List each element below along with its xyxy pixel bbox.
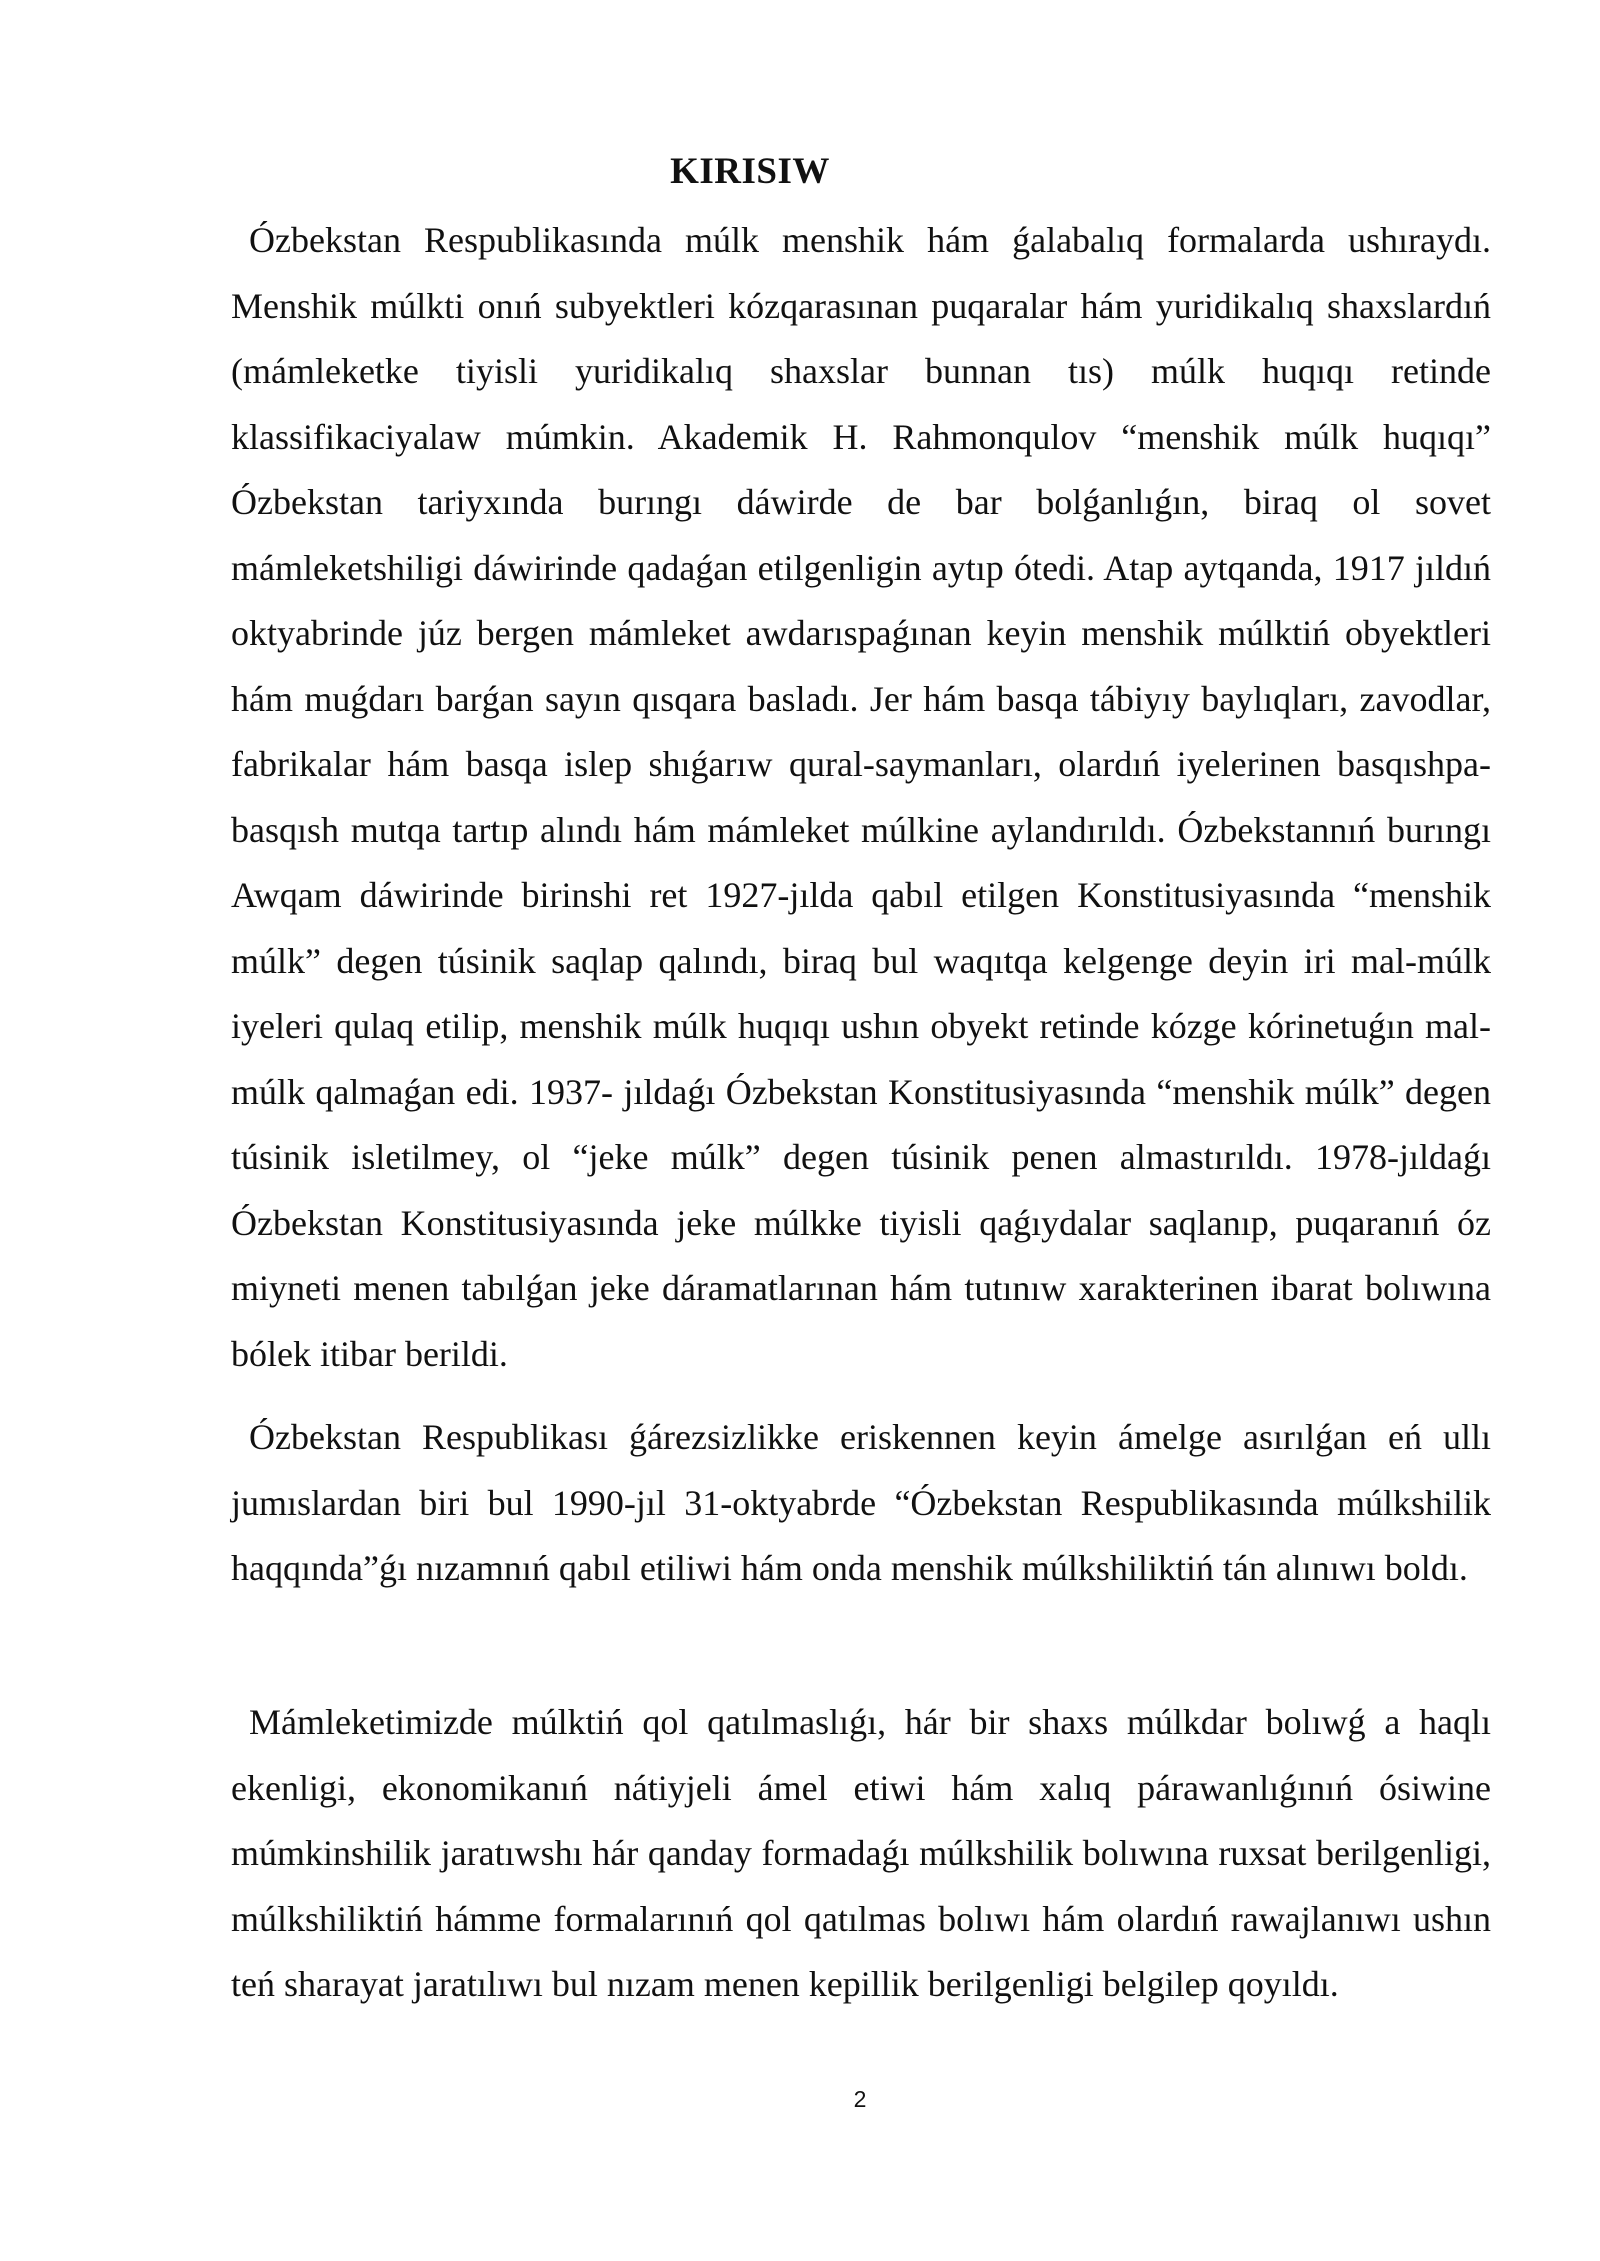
document-title: KIRISIW <box>670 151 830 192</box>
paragraph-1: Ózbekstan Respublikasında múlk menshik hám ǵalabalıq formalarda ushıraydı. Menshik múlkti onıń subyektleri kózqarasınan puqaralar hám yuridikalıq shaxslardıń (mámleketke tiyisli yuridikalıq shaxslar bunnan tıs) múlk huqıqı retinde klassifikaciyalaw múmkin. Akademik H. Rahmonqulov “menshik múlk huqıqı” Ózbekstan tariyxında burıngı dáwirde de bar bolǵanlıǵın, biraq ol sovet mámleketshiligi dáwirinde qadaǵan etilgenligin aytıp ótedi. Atap aytqanda, 1917 jıldıń oktyabrinde júz bergen mámleket awdarıspaǵınan keyin menshik múlktiń obyektleri hám muǵdarı barǵan sayın qısqara basladı. Jer hám basqa tábiyıy baylıqları, zavodlar, fabrikalar hám basqa islep shıǵarıw qural-saymanları, olardıń iyelerinen basqıshpa-basqısh mutqa tartıp alındı hám mámleket múlkine aylandırıldı. Ózbekstannıń burıngı Awqam dáwirinde birinshi ret 1927-jılda qabıl etilgen Konstitusiyasında “menshik múlk” degen túsinik saqlap qalındı, biraq bul waqıtqa kelgenge deyin iri mal-múlk iyeleri qulaq etilip, menshik múlk huqıqı ushın obyekt retinde kózge kórinetuǵın mal-múlk qalmaǵan edi. 1937- jıldaǵı Ózbekstan Konstitusiyasında “menshik múlk” degen túsinik isletilmey, ol “jeke múlk” degen túsinik penen almastırıldı. 1978-jıldaǵı Ózbekstan Konstitusiyasında jeke múlkke tiyisli qaǵıydalar saqlanıp, puqaranıń óz miyneti menen tabılǵan jeke dáramatlarınan hám tutınıw xarakterinen ibarat bolıwına bólek itibar berildi. <box>231 220 1491 1374</box>
page-number: 2 <box>853 2086 867 2112</box>
paragraph-3: Mámleketimizde múlktiń qol qatılmaslıǵı, hár bir shaxs múlkdar bolıwǵ a haqlı ekenligi, ekonomikanıń nátiyjeli ámel etiwi hám xalıq párawanlıǵınıń ósiwine múmkinshilik jaratıwshı hár qanday formadaǵı múlkshilik bolıwına ruxsat berilgenligi, múlkshiliktiń hámme formalarınıń qol qatılmas bolıwı hám olardıń rawajlanıwı ushın teń sharayat jaratılıwı bul nızam menen kepillik berilgenligi belgilep qoyıldı. <box>231 1702 1491 2004</box>
paragraph-2: Ózbekstan Respublikası ǵárezsizlikke eriskennen keyin ámelge asırılǵan eń ullı jumıslardan biri bul 1990-jıl 31-oktyabrde “Ózbekstan Respublikasında múlkshilik haqqında”ǵı nızamnıń qabıl etiliwi hám onda menshik múlkshiliktiń tán alınıwı boldı. <box>231 1417 1491 1588</box>
